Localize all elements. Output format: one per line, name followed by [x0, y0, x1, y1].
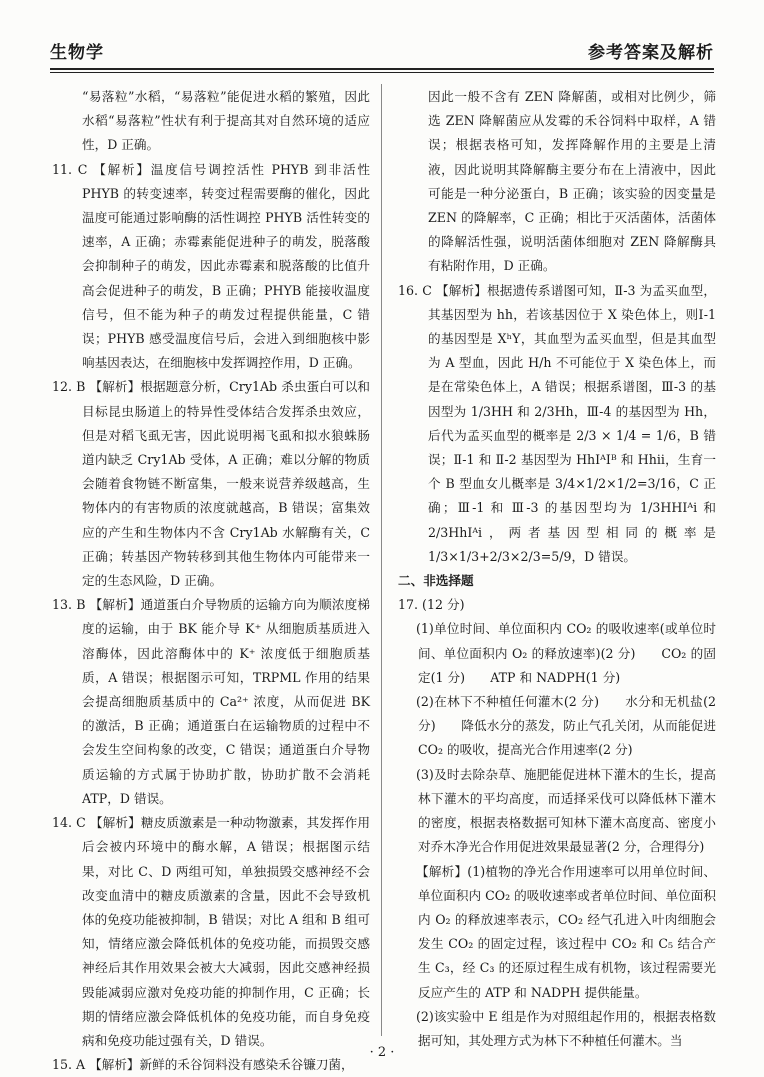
right-column-paragraph: 二、非选择题 — [398, 573, 474, 589]
right-column-paragraph: 16. C 【解析】根据遗传系谱图可知，Ⅱ-3 为孟买血型，其基因型为 hh，若该基因位于 X 染色体上，则Ⅰ-1 的基因型是 XʰY，其血型为孟买血型，但是其血型为 A 型血，因此 H/h 不可能位于 X 染色体上，而是在常染色体上，A 错误；根据系谱图，Ⅲ-3 的基因型为 1/3HH 和 2/3Hh，Ⅲ-4 的基因型为 Hh，后代为孟买血型的概率是 2/3 × 1/4 = 1/6，B 错误；Ⅱ-1 和 Ⅱ-2 基因型为 HhIᴬIᴮ 和 Hhii，生育一个 B 型血女儿概率是 3/4×1/2×1/2=3/16，C 正确；Ⅲ-1 和 Ⅲ-3 的基因型均为 1/3HHIᴬi 和 2/3HhIᴬi，两者基因型相同的概率是 1/3×1/3+2/3×2/3=5/9，D 错误。 — [398, 282, 716, 564]
column-divider — [381, 84, 382, 1036]
subject-title: 生物学 — [50, 43, 104, 63]
page-header — [50, 38, 714, 68]
left-column-paragraph: 14. C 【解析】糖皮质激素是一种动物激素，其发挥作用后会被内环境中的酶水解，A 错误；根据图示结果，对比 C、D 两组可知，单独损毁交感神经不会改变血清中的糖皮质激素的含量，因此不会导致机体的免疫功能被抑制，B 错误；对比 A 组和 B 组可知，情绪应激会降低机体的免疫功能，而损毁交感神经后其作用效果会被大大减弱，因此交感神经损毁能减弱应激对免疫功能的抑制作用，C 正确；长期的情绪应激会降低机体的免疫功能，而自身免疫病和免疫功能过强有关，D 错误。 — [52, 815, 370, 1048]
right-column-paragraph: 因此一般不含有 ZEN 降解菌，或相对比例少，筛选 ZEN 降解菌应从发霉的禾谷饲料中取样，A 错误；根据表格可知，发挥降解作用的主要是上清液，因此说明其降解酶主要分布在上清液中，因此可能是一种分泌蛋白，B 正确；该实验的因变量是 ZEN 的降解率，C 正确；相比于灭活菌体，活菌体的降解活性强，说明活菌体细胞对 ZEN 降解酶具有粘附作用，D 正确。 — [428, 89, 716, 274]
left-column-paragraph: 15. A 【解析】新鲜的禾谷饲料没有感染禾谷镰刀菌， — [52, 1057, 354, 1073]
section-title: 参考答案及解析 — [588, 43, 714, 63]
right-column-paragraph: (3)及时去除杂草、施肥能促进林下灌木的生长，提高林下灌木的平均高度，而适择采伐可以降低林下灌木的密度，根据表格数据可知林下灌木高度高、密度小对乔木净光合作用促进效果最显著(2 分，合理得分) — [416, 766, 716, 855]
left-column-paragraph: “易落粒”水稻，“易落粒”能促进水稻的繁殖，因此水稻“易落粒”性状有利于提高其对自然环境的适应性，D 正确。 — [82, 89, 370, 153]
left-column — [52, 85, 370, 1073]
header-rule-thin — [50, 72, 714, 73]
left-column-paragraph: 12. B 【解析】根据题意分析，Cry1Ab 杀虫蛋白可以和目标昆虫肠道上的特异性受体结合发挥杀虫效应，但是对稻飞虱无害，因此说明褐飞虱和拟水狼蛛肠道内缺乏 Cry1Ab 受体，A 正确；难以分解的物质会随着食物链不断富集，一般来说营养级越高，生物体内的有害物质的浓度就越高，B 错误；富集效应的产生和生物体内不含 Cry1Ab 水解酶有关，C 正确；转基因产物转移到其他生物体内可能带来一定的生态风险，D 正确。 — [52, 379, 370, 589]
right-column-paragraph: (2)该实验中 E 组是作为对照组起作用的，根据表格数据可知，其处理方式为林下不种植任何灌木。当 — [416, 1008, 716, 1048]
left-column-paragraph: 13. B 【解析】通道蛋白介导物质的运输方向为顺浓度梯度的运输，由于 BK 能介导 K⁺ 从细胞质基质进入溶酶体，因此溶酶体中的 K⁺ 浓度低于细胞质基质，A 错误；根据图示可知，TRPML 作用的结果会提高细胞质基质中的 Ca²⁺ 浓度，从而促进 BK 的激活，B 正确；通道蛋白在运输物质的过程中不会发生空间构象的改变，C 错误；通道蛋白介导物质运输的方式属于协助扩散，协助扩散不会消耗 ATP，D 错误。 — [52, 597, 370, 806]
right-column — [398, 85, 716, 1048]
right-column-paragraph: (2)在林下不种植任何灌木(2 分) 水分和无机盐(2 分) 降低水分的蒸发，防止气孔关闭，从而能促进 CO₂ 的吸收，提高光合作用速率(2 分) — [416, 694, 716, 758]
right-column-paragraph: 【解析】(1)植物的净光合作用速率可以用单位时间、单位面积内 CO₂ 的吸收速率或者单位时间、单位面积内 O₂ 的释放速率表示，CO₂ 经气孔进入叶肉细胞会发生 CO₂ 的固定过程，该过程中 CO₂ 和 C₅ 结合产生 C₃，经 C₃ 的还原过程生成有机物，该过程需要光反应产生的 ATP 和 NADPH 提供能量。 — [416, 863, 716, 1000]
right-column-paragraph: (1)单位时间、单位面积内 CO₂ 的吸收速率(或单位时间、单位面积内 O₂ 的释放速率)(2 分) CO₂ 的固定(1 分) ATP 和 NADPH(1 分) — [416, 621, 716, 685]
right-column-paragraph: 17. (12 分) — [398, 597, 465, 613]
page-number: · 2 · — [369, 1045, 395, 1060]
left-column-paragraph: 11. C 【解析】温度信号调控活性 PHYB 到非活性 PHYB 的转变速率，转变过程需要酶的催化，因此温度可能通过影响酶的活性调控 PHYB 活性转变的速率，A 正确；赤霉素能促进种子的萌发，脱落酸会抑制种子的萌发，因此赤霉素和脱落酸的比值升高会促进种子的萌发，B 正确；PHYB 能接收温度信号，但不能为种子的萌发过程提供能量，C 错误；PHYB 感受温度信号后，会进入到细胞核中影响基因表达，在细胞核中发挥调控作用，D 正确。 — [52, 161, 370, 371]
header-rule-thick — [50, 68, 714, 70]
